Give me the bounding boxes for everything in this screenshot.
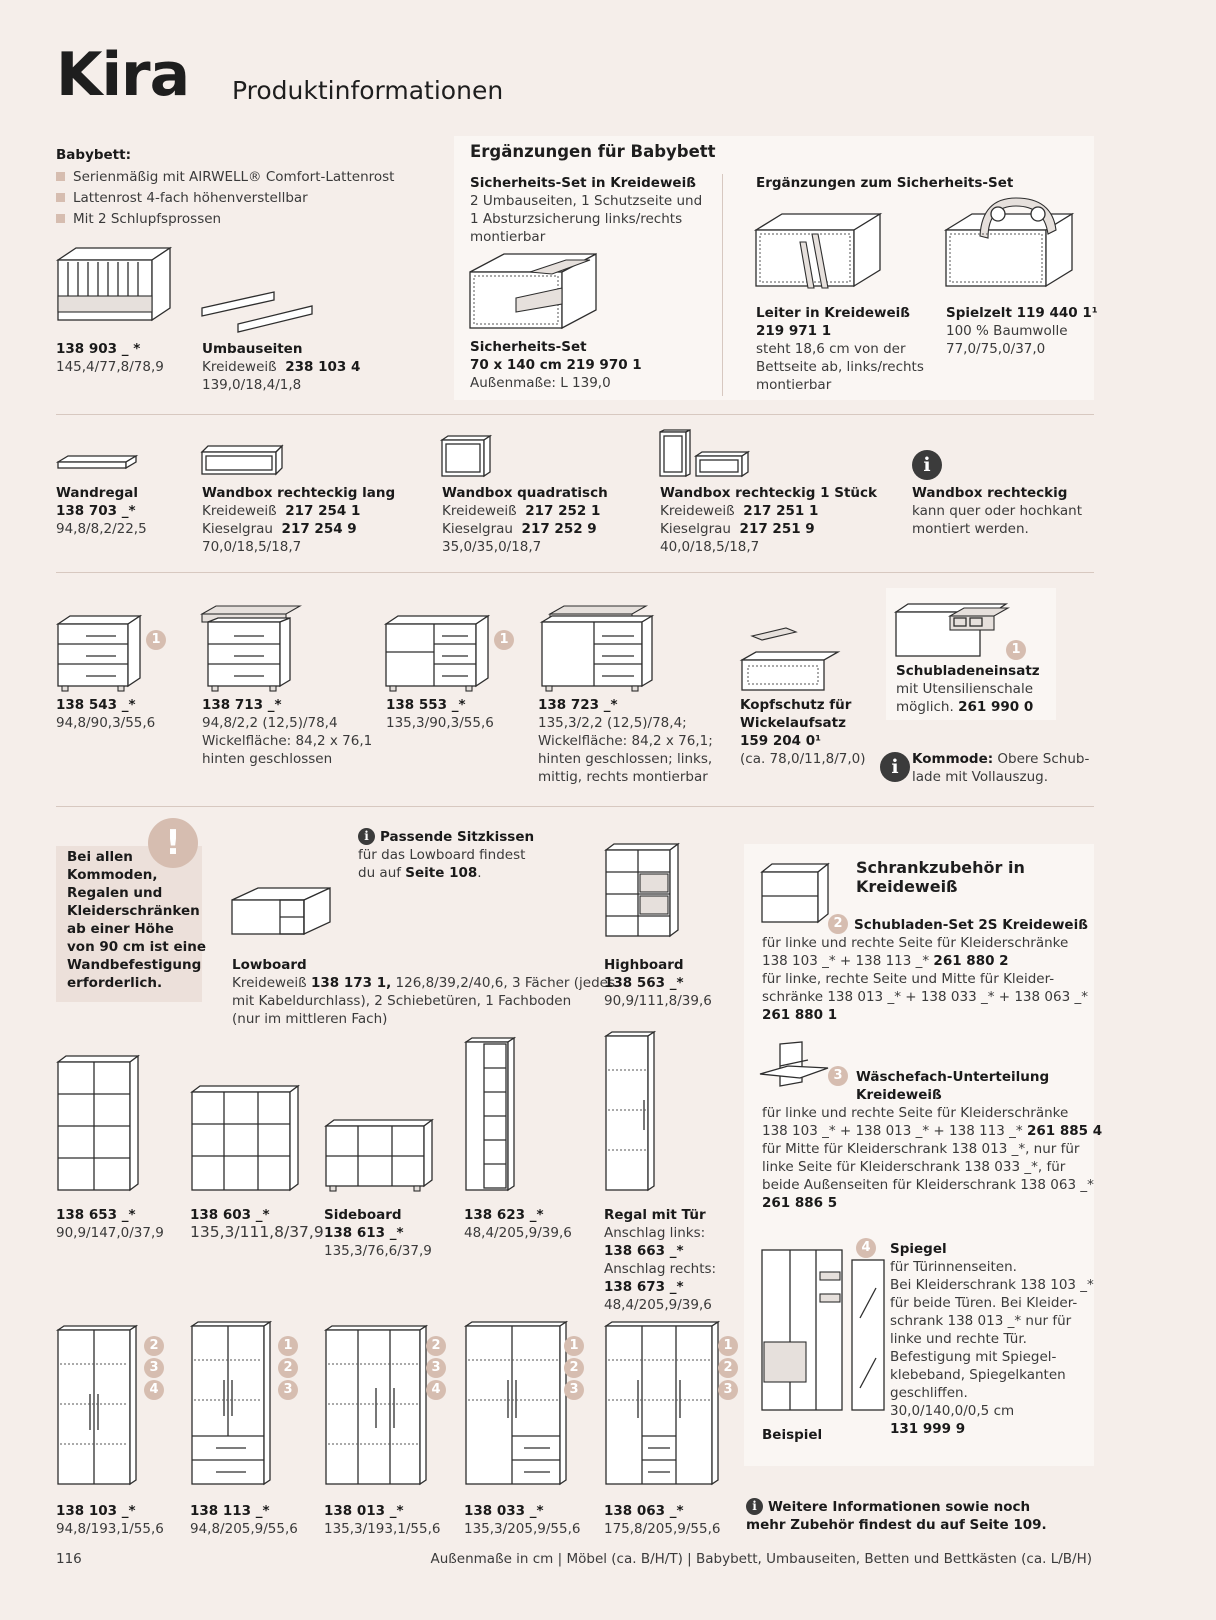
einsatz-l1: mit Utensilienschale (896, 681, 1034, 697)
badge: 2 (278, 1358, 298, 1378)
footer-note: Außenmaße in cm | Möbel (ca. B/H/T) | Babybett, Umbauseiten, Betten und Bettkästen (ca. L/B/H) (430, 1551, 1092, 1567)
set-nr: 70 x 140 cm 219 970 1 (470, 357, 642, 373)
s3-nr: 138 013 _* (324, 1503, 404, 1519)
wandregal-image (56, 452, 140, 474)
badge: 3 (828, 1066, 848, 1086)
badge: 4 (426, 1380, 446, 1400)
wandbox-quad-c1: Kreideweiß 217 252 1 (442, 503, 601, 519)
sicherheitsset-image (468, 252, 608, 336)
badge: 1 (278, 1336, 298, 1356)
schrank-138103-image (56, 1324, 138, 1488)
wandbox-quad-name: Wandbox quadratisch (442, 485, 608, 501)
beispiel-label: Beispiel (762, 1427, 823, 1443)
r3-dims: 135,3/76,6/37,9 (324, 1243, 432, 1259)
badge: 4 (144, 1380, 164, 1400)
wandbox-1stk-c1: Kreideweiß 217 251 1 (660, 503, 819, 519)
divider (56, 572, 1094, 573)
list-item: Mit 2 Schlupfsprossen (56, 210, 394, 228)
badge: 1 (718, 1336, 738, 1356)
s4-title: Spiegel (890, 1241, 947, 1257)
more-info-l1: Weitere Informationen sowie noch (768, 1499, 1031, 1515)
badge-1: 1 (146, 630, 166, 650)
schrank-138113-image (190, 1320, 272, 1488)
list-item: Lattenrost 4-fach höhenverstellbar (56, 189, 394, 207)
kopfschutz-dims: (ca. 78,0/11,8/7,0) (740, 751, 866, 767)
s2-dims: 94,8/205,9/55,6 (190, 1521, 298, 1537)
schrank-138013-image (324, 1324, 428, 1488)
s2-text: für linke und rechte Seite für Kleiderschränke 138 103 _* + 138 113 _* 261 880 2 für linke, rechte Seite und Mitte für Kleider- schränke 138 013 _* + 138 033 _* + 138 063 _* 261 880 1 (762, 935, 1088, 1023)
spiegel-beispiel-image (758, 1238, 888, 1416)
r2-dims: 135,3/111,8/37,9 (190, 1223, 324, 1241)
s3-dims: 135,3/193,1/55,6 (324, 1521, 441, 1537)
r1-dims: 90,9/147,0/37,9 (56, 1225, 164, 1241)
set-dims: Außenmaße: L 139,0 (470, 375, 611, 391)
wandbox-info-title: Wandbox rechteckig (912, 485, 1068, 501)
badge: 3 (426, 1358, 446, 1378)
info-icon: i (912, 450, 942, 480)
badge: 3 (278, 1380, 298, 1400)
spielzelt-image (944, 196, 1078, 294)
babybett-nr: 138 903 _ * (56, 341, 141, 357)
babybett-heading: Babybett: (56, 147, 131, 163)
regal-mit-tuer-image (604, 1030, 656, 1194)
highboard-nr: 138 563 _* (604, 975, 684, 991)
badge: 4 (856, 1238, 876, 1258)
kopfschutz-name: Kopfschutz für Wickelaufsatz (740, 697, 852, 731)
highboard-name: Highboard (604, 957, 684, 973)
wandregal-dims: 94,8/8,2/22,5 (56, 521, 147, 537)
schrank-138063-image (604, 1320, 720, 1488)
einsatz-l2: möglich. 261 990 0 (896, 699, 1034, 715)
divider (56, 414, 1094, 415)
zelt-name: Spielzelt 119 440 1¹ (946, 305, 1098, 321)
s5-nr: 138 063 _* (604, 1503, 684, 1519)
sitz-l1: für das Lowboard findest (358, 847, 526, 863)
list-item: Serienmäßig mit AIRWELL® Comfort-Lattenrost (56, 168, 394, 186)
regal-138623-image (464, 1036, 516, 1194)
wandbox-lang-c1: Kreideweiß 217 254 1 (202, 503, 361, 519)
wandregal-nr: 138 703 _* (56, 503, 136, 519)
badge-group (278, 1334, 298, 1400)
page-subtitle: Produktinformationen (232, 76, 504, 105)
s1-nr: 138 103 _* (56, 1503, 136, 1519)
kopfschutz-nr: 159 204 0¹ (740, 733, 822, 749)
s2-title: Schubladen-Set 2S Kreideweiß (854, 917, 1088, 933)
bullet-icon (56, 193, 65, 202)
s4-dims: 135,3/205,9/55,6 (464, 1521, 581, 1537)
leiter-desc: steht 18,6 cm von der Bettseite ab, links/rechts montierbar (756, 341, 924, 393)
kommode-138723-image (536, 604, 656, 696)
r5-n2: 138 673 _* (604, 1279, 684, 1295)
badge-group (426, 1334, 446, 1400)
warning-text: Bei allen Kommoden, Regalen und Kleiderschränken ab einer Höhe von 90 cm ist eine Wandbefestigung erforderlich. (67, 849, 207, 991)
sitz-l2: du auf Seite 108. (358, 865, 482, 881)
r1-nr: 138 653 _* (56, 1207, 136, 1223)
kommode-138543-image (56, 614, 142, 694)
brand-title: Kira (56, 40, 190, 110)
r5-dims: 48,4/205,9/39,6 (604, 1297, 712, 1313)
lowboard-name: Lowboard (232, 957, 307, 973)
umbau-dims: 139,0/18,4/1,8 (202, 377, 302, 393)
schubladeneinsatz-image (894, 598, 1014, 660)
regal-138603-image (190, 1084, 302, 1194)
wandbox-quadratisch-image (440, 434, 492, 478)
info-icon: i (358, 828, 375, 845)
wandbox-1stk-dims: 40,0/18,5/18,7 (660, 539, 760, 555)
badge: 2 (426, 1336, 446, 1356)
panel-divider (722, 174, 723, 396)
r5-n1: 138 663 _* (604, 1243, 684, 1259)
r5-l2: Anschlag rechts: (604, 1261, 717, 1277)
kopfschutz-image (738, 626, 842, 694)
k1-dims: 94,8/90,3/55,6 (56, 715, 156, 731)
r2-nr: 138 603 _* (190, 1207, 270, 1223)
info-icon: i (746, 1498, 763, 1515)
k4-nr: 138 723 _* (538, 697, 618, 713)
more-info-l2: mehr Zubehör findest du auf Seite 109. (746, 1517, 1047, 1533)
bullet-icon (56, 172, 65, 181)
divider (56, 806, 1094, 807)
wandbox-1stk-c2: Kieselgrau 217 251 9 (660, 521, 815, 537)
set-desc: 2 Umbauseiten, 1 Schutzseite und 1 Absturzsicherung links/rechts montierbar (470, 193, 703, 245)
badge: 2 (828, 914, 848, 934)
feature-list (56, 168, 394, 228)
kommode-info: Kommode: Obere Schub- lade mit Vollauszug. (912, 751, 1090, 785)
wandbox-lang-c2: Kieselgrau 217 254 9 (202, 521, 357, 537)
badge-1: 1 (1006, 640, 1026, 660)
highboard-dims: 90,9/111,8/39,6 (604, 993, 712, 1009)
s2-nr: 138 113 _* (190, 1503, 270, 1519)
r3-nr: 138 613 _* (324, 1225, 404, 1241)
einsatz-name: Schubladeneinsatz (896, 663, 1040, 679)
badge: 2 (718, 1358, 738, 1378)
babybett-dims: 145,4/77,8/78,9 (56, 359, 164, 375)
k2-desc: 94,8/2,2 (12,5)/78,4 Wickelfläche: 84,2 x 76,1 hinten geschlossen (202, 715, 373, 767)
waeschefach-image (758, 1040, 830, 1098)
wandbox-quad-c2: Kieselgrau 217 252 9 (442, 521, 597, 537)
wandbox-lang-dims: 70,0/18,5/18,7 (202, 539, 302, 555)
zubehoer-title: Schrankzubehör in Kreideweiß (856, 858, 1025, 896)
k4-desc: 135,3/2,2 (12,5)/78,4; Wickelfläche: 84,2 x 76,1; hinten geschlossen; links, mittig, rechts montierbar (538, 715, 713, 785)
zelt-desc: 100 % Baumwolle 77,0/75,0/37,0 (946, 323, 1068, 357)
badge: 3 (718, 1380, 738, 1400)
k3-dims: 135,3/90,3/55,6 (386, 715, 494, 731)
wandregal-name: Wandregal (56, 485, 139, 501)
wandbox-quad-dims: 35,0/35,0/18,7 (442, 539, 542, 555)
warning-icon: ! (148, 818, 198, 868)
wandbox-lang-name: Wandbox rechteckig lang (202, 485, 396, 501)
badge-group (564, 1334, 584, 1400)
zubehoer-set-title: Ergänzungen zum Sicherheits-Set (756, 175, 1014, 191)
kommode-138553-image (384, 614, 490, 694)
kommode-138713-image (200, 604, 302, 696)
regal-138653-image (56, 1054, 140, 1194)
badge: 1 (564, 1336, 584, 1356)
umbauseiten-image (200, 290, 320, 340)
badge: 3 (144, 1358, 164, 1378)
leiter-nr: 219 971 1 (756, 323, 832, 339)
ergaenzungen-title: Ergänzungen für Babybett (470, 142, 716, 161)
s4-nr: 138 033 _* (464, 1503, 544, 1519)
page-number: 116 (56, 1551, 82, 1567)
umbau-name: Umbauseiten (202, 341, 303, 357)
s3-title: Wäschefach-Unterteilung Kreideweiß (856, 1069, 1050, 1103)
badge: 2 (564, 1358, 584, 1378)
s3-text: für linke und rechte Seite für Kleiderschränke 138 103 _* + 138 013 _* + 138 113 _* 261 885 4 für Mitte für Kleiderschrank 138 013 _*, nur für linke Seite für Kleiderschrank 138 033 _*, für beide Außenseiten für Kleiderschrank 138 063 _* 261 886 5 (762, 1105, 1103, 1211)
sideboard-image (324, 1118, 436, 1194)
k3-nr: 138 553 _* (386, 697, 466, 713)
r5-l1: Anschlag links: (604, 1225, 706, 1241)
badge-1: 1 (494, 630, 514, 650)
r4-dims: 48,4/205,9/39,6 (464, 1225, 572, 1241)
r5-name: Regal mit Tür (604, 1207, 706, 1223)
wandbox-1stk-name: Wandbox rechteckig 1 Stück (660, 485, 878, 501)
r4-nr: 138 623 _* (464, 1207, 544, 1223)
badge-group (718, 1334, 738, 1400)
lowboard-desc: Kreideweiß 138 173 1, 126,8/39,2/40,6, 3 Fächer (jedes mit Kabeldurchlass), 2 Schiebetüren, 1 Fachboden (nur im mittleren Fach) (232, 975, 616, 1027)
babybett-image (56, 246, 176, 326)
bullet-icon (56, 214, 65, 223)
badge: 3 (564, 1380, 584, 1400)
set-name: Sicherheits-Set (470, 339, 587, 355)
wandbox-1stueck-image (658, 428, 754, 480)
r3-name: Sideboard (324, 1207, 402, 1223)
sitz-title: Passende Sitzkissen (380, 829, 535, 845)
s5-dims: 175,8/205,9/55,6 (604, 1521, 721, 1537)
umbau-color-line: Kreideweiß 238 103 4 (202, 359, 361, 375)
s4-text: für Türinnenseiten. Bei Kleiderschrank 138 103 _* für beide Türen. Bei Kleider- schrank 138 013 _* nur für linke und rechte Tür. Befestigung mit Spiegel- klebeband, Spiegelkanten geschliffen. 30,0/140,0/0,5 cm 131 999 9 (890, 1259, 1094, 1437)
schubladen-set-image (758, 862, 830, 926)
leiter-image (754, 210, 886, 294)
badge: 2 (144, 1336, 164, 1356)
wandbox-lang-image (200, 444, 284, 476)
highboard-image (604, 842, 680, 942)
k2-nr: 138 713 _* (202, 697, 282, 713)
leiter-name: Leiter in Kreideweiß (756, 305, 910, 321)
badge-group (144, 1334, 164, 1400)
schrank-138033-image (464, 1320, 568, 1488)
k1-nr: 138 543 _* (56, 697, 136, 713)
lowboard-image (230, 884, 332, 940)
info-icon: i (880, 752, 910, 782)
s1-dims: 94,8/193,1/55,6 (56, 1521, 164, 1537)
wandbox-info-text: kann quer oder hochkant montiert werden. (912, 503, 1083, 537)
set-title: Sicherheits-Set in Kreideweiß (470, 175, 696, 191)
